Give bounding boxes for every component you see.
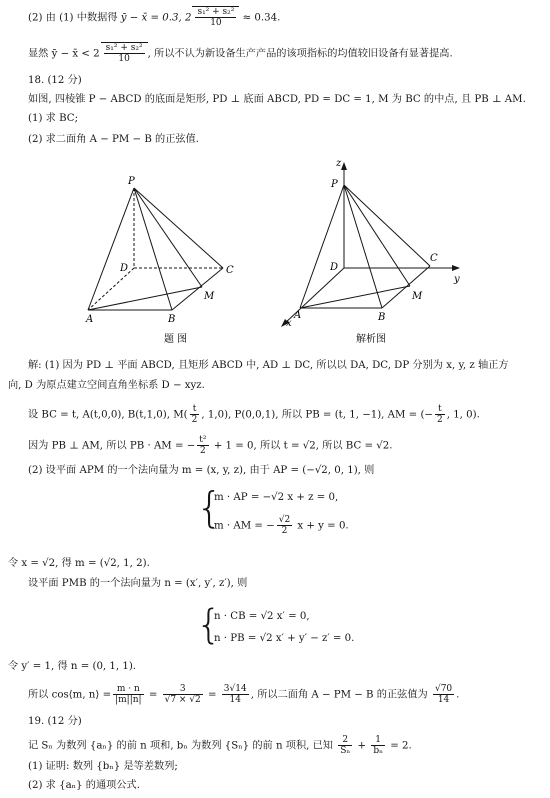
fraction-numerator: 1 bbox=[371, 735, 385, 746]
text-fragment: m · AM = − bbox=[214, 520, 275, 532]
solution-line: (2) 设平面 APM 的一个法向量为 m = (x, y, z), 由于 AP = (−√2, 0, 1), 则 bbox=[28, 465, 375, 476]
fraction bbox=[222, 684, 249, 705]
fraction-denominator: 2 bbox=[281, 526, 288, 536]
fraction bbox=[338, 735, 352, 756]
text-fragment: , 1,0), P(0,0,1), 所以 PB = (t, 1, −1), AM = (− bbox=[201, 409, 433, 421]
solution-line: 向, D 为原点建立空间直角坐标系 D − xyz. bbox=[8, 380, 205, 391]
axis-label-z: z bbox=[336, 160, 342, 169]
text-fragment: , 所以二面角 A − PM − B 的正弦值为 bbox=[250, 689, 431, 701]
fraction-denominator: 2 bbox=[191, 415, 198, 425]
vertex-label-D: D bbox=[330, 262, 339, 273]
fraction-denominator: 14 bbox=[229, 695, 241, 705]
text-fragment: 所以 cos⟨m, n⟩ = bbox=[28, 689, 112, 701]
fraction bbox=[197, 435, 208, 456]
equation-line bbox=[214, 515, 349, 536]
question-part-1: (1) 求 BC; bbox=[28, 113, 78, 124]
pyramid-figure-right bbox=[270, 160, 470, 350]
vertex-label-A: A bbox=[86, 314, 94, 325]
vertex-label-P: P bbox=[128, 176, 135, 187]
fraction bbox=[190, 404, 200, 425]
text-fragment: + 1 = 0, 所以 t = √2, 所以 BC = √2. bbox=[210, 440, 393, 452]
vertex-label-B: B bbox=[378, 312, 386, 323]
vertex-label-P: P bbox=[331, 179, 338, 190]
fraction bbox=[163, 684, 203, 705]
fraction-numerator: 3 bbox=[163, 684, 203, 695]
fraction-denominator: 10 bbox=[210, 18, 222, 28]
axis-label-x: x bbox=[286, 318, 292, 329]
fraction-numerator: 2 bbox=[338, 735, 352, 746]
fraction bbox=[104, 43, 145, 64]
vertex-label-D: D bbox=[120, 263, 129, 274]
fraction-denominator: 2 bbox=[436, 415, 443, 425]
text-line bbox=[28, 6, 280, 28]
text-fragment: = 2. bbox=[386, 740, 412, 752]
text-fragment: , 所以不认为新设备生产产品的该项指标的均值较旧设备有显著提高. bbox=[147, 48, 453, 60]
fraction-denominator: Sₙ bbox=[340, 746, 351, 756]
text-fragment: . bbox=[456, 689, 460, 701]
math-fragment: ȳ − x̄ = 0.3, 2 bbox=[120, 12, 192, 24]
solution-line: 令 y′ = 1, 得 n = (0, 1, 1). bbox=[8, 661, 137, 672]
text-fragment: ≈ 0.34. bbox=[239, 12, 281, 24]
fraction-denominator: 10 bbox=[118, 54, 130, 64]
text-fragment: 显然 ȳ − x̄ < 2 bbox=[28, 48, 100, 60]
figure-caption-right: 解析图 bbox=[356, 334, 386, 345]
text-fragment: = bbox=[145, 689, 161, 701]
solution-line bbox=[28, 435, 392, 456]
vertex-label-M: M bbox=[204, 291, 215, 302]
fraction-numerator: 3√14 bbox=[223, 684, 247, 694]
fraction-denominator: 14 bbox=[437, 695, 450, 705]
text-fragment: + bbox=[354, 740, 370, 752]
sqrt-expression bbox=[192, 6, 239, 28]
text-line bbox=[28, 42, 453, 64]
fraction bbox=[277, 515, 292, 536]
fraction-numerator: t bbox=[435, 404, 445, 415]
fraction-denominator: 2 bbox=[200, 446, 206, 456]
fraction-denominator: √7 × √2 bbox=[164, 695, 201, 705]
text-fragment: , 1, 0). bbox=[446, 409, 480, 421]
fraction bbox=[433, 684, 454, 705]
solution-line: 解: (1) 因为 PD ⊥ 平面 ABCD, 且矩形 ABCD 中, AD ⊥ DC, 所以以 DA, DC, DP 分别为 x, y, z 轴正方 bbox=[28, 360, 509, 371]
equation-line: n · PB = √2 x′ + y′ − z′ = 0. bbox=[214, 633, 355, 644]
axis-label-y: y bbox=[454, 274, 460, 285]
text-fragment: 设 BC = t, A(t,0,0), B(t,1,0), M( bbox=[28, 409, 188, 421]
question-part-2: (2) 求二面角 A − PM − B 的正弦值. bbox=[28, 134, 200, 145]
text-fragment: 因为 PB ⊥ AM, 所以 PB · AM = − bbox=[28, 440, 196, 452]
fraction bbox=[195, 7, 236, 28]
text-fragment: 记 Sₙ 为数列 {aₙ} 的前 n 项和, bₙ 为数列 {Sₙ} 的前 n 项积, 已知 bbox=[28, 740, 337, 752]
solution-line: 令 x = √2, 得 m = (√2, 1, 2). bbox=[8, 558, 150, 569]
fraction-numerator: √2 bbox=[278, 515, 291, 525]
text-fragment: = bbox=[204, 689, 220, 701]
problem-statement: 如图, 四棱锥 P − ABCD 的底面是矩形, PD ⊥ 底面 ABCD, PD = DC = 1, M 为 BC 的中点, 且 PB ⊥ AM. bbox=[28, 94, 526, 105]
vertex-label-B: B bbox=[168, 314, 176, 325]
solution-line: 设平面 PMB 的一个法向量为 n = (x′, y′, z′), 则 bbox=[28, 578, 248, 589]
fraction-denominator: bₙ bbox=[373, 746, 383, 756]
question-part-2: (2) 求 {aₙ} 的通项公式. bbox=[28, 780, 140, 791]
text-fragment: (2) 由 (1) 中数据得 bbox=[28, 12, 121, 24]
vertex-label-C: C bbox=[226, 265, 234, 276]
problem-header: 19. (12 分) bbox=[28, 716, 82, 727]
text-fragment: x + y = 0. bbox=[294, 520, 349, 532]
fraction-numerator: m · n bbox=[113, 684, 143, 695]
vertex-label-A: A bbox=[294, 310, 302, 321]
system-brace: { bbox=[196, 602, 222, 648]
fraction bbox=[371, 735, 385, 756]
fraction bbox=[435, 404, 445, 425]
solution-line bbox=[28, 404, 480, 425]
system-brace: { bbox=[196, 483, 223, 532]
fraction-numerator: s₁² + s₂² bbox=[105, 43, 143, 53]
pyramid-figure-left bbox=[80, 170, 250, 350]
fraction bbox=[113, 684, 143, 705]
sqrt-expression bbox=[101, 42, 148, 64]
question-part-1: (1) 证明: 数列 {bₙ} 是等差数列; bbox=[28, 761, 178, 772]
equation-line: n · CB = √2 x′ = 0, bbox=[214, 611, 310, 622]
vertex-label-C: C bbox=[430, 253, 438, 264]
equation-line: m · AP = −√2 x + z = 0, bbox=[214, 492, 339, 503]
vertex-label-M: M bbox=[412, 291, 423, 302]
solution-line bbox=[28, 684, 459, 705]
fraction-numerator: t² bbox=[199, 435, 207, 445]
fraction-numerator: t bbox=[190, 404, 200, 415]
problem-statement bbox=[28, 735, 412, 756]
problem-header: 18. (12 分) bbox=[28, 75, 82, 86]
figure-caption-left: 题 图 bbox=[164, 334, 188, 345]
fraction-denominator: |m||n| bbox=[115, 695, 142, 705]
fraction-numerator: √70 bbox=[434, 684, 453, 694]
fraction-numerator: s₁² + s₂² bbox=[197, 7, 235, 17]
